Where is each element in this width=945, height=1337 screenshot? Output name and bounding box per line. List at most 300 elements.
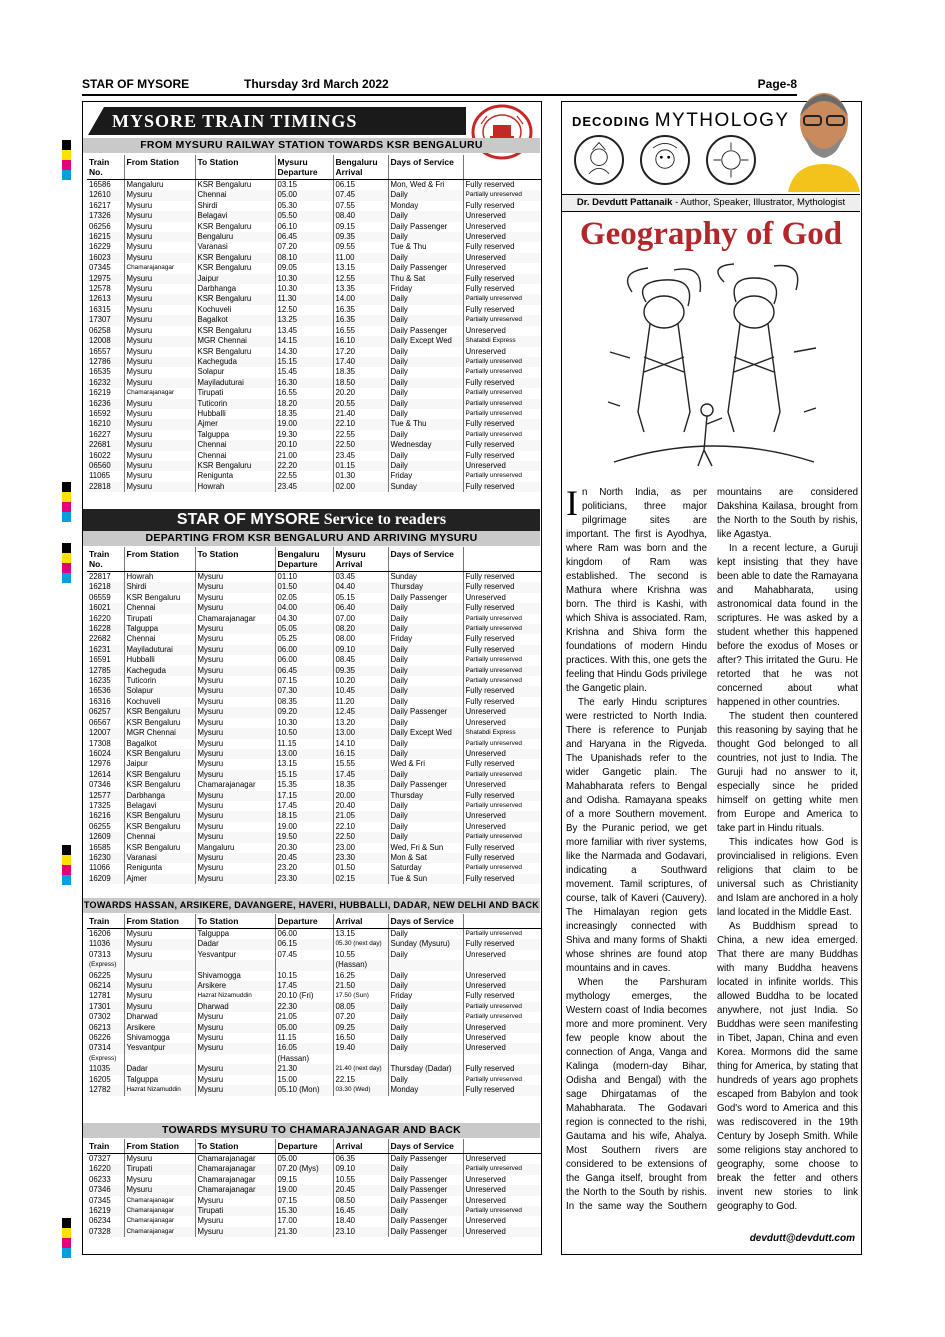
table-cell: 06.35 (333, 1154, 388, 1165)
table-cell: Tuticorin (124, 676, 195, 686)
table-cell (388, 960, 463, 970)
table-cell: 15.35 (275, 780, 333, 790)
table-cell: 16220 (87, 1164, 124, 1174)
table-cell: Daily (388, 971, 463, 981)
table-cell: 19.40 (333, 1043, 388, 1053)
table-cell: Hazrat Nizamuddin (195, 991, 275, 1001)
table-row (87, 739, 541, 749)
table-cell: 23.20 (275, 863, 333, 873)
table-cell: 14.30 (275, 347, 333, 357)
table-cell: 07.15 (275, 1196, 333, 1206)
table-cell: Daily (388, 1075, 463, 1085)
table-cell: Mon & Sat (388, 853, 463, 863)
table-cell: Mysuru (195, 603, 275, 613)
table-cell: Fully reserved (465, 696, 515, 706)
table-cell: 16024 (87, 749, 124, 759)
table-cell: Fully reserved (463, 1064, 541, 1074)
table-cell: Shirdi (195, 201, 275, 211)
table-row (87, 1196, 541, 1206)
table-cell: 16217 (87, 201, 124, 211)
table-cell: 11.00 (333, 253, 388, 263)
table-cell: 13.00 (275, 749, 333, 759)
table-cell: Mysuru (195, 686, 275, 696)
column-header: To Station (195, 155, 275, 180)
table-cell: Mysuru (124, 981, 195, 991)
table-row (87, 770, 541, 780)
table-cell: Chamarajanagar (124, 1196, 195, 1206)
table-cell: Mysuru (124, 399, 195, 409)
table-cell: Fully reserved (463, 419, 541, 429)
table-cell: 06255 (87, 822, 124, 832)
table-cell: Daily (388, 697, 463, 707)
table-cell: 06.10 (275, 222, 333, 232)
table-cell: (Hassan) (333, 960, 388, 970)
table-cell: Mysuru (195, 655, 275, 665)
table-cell: Daily Passenger (388, 1185, 463, 1195)
table-cell: 16535 (87, 367, 124, 377)
table-row (87, 697, 541, 707)
table-cell: 12007 (87, 728, 124, 738)
table-cell: Mysuru (195, 1043, 275, 1053)
table-cell: 10.30 (275, 284, 333, 294)
masthead (82, 76, 797, 92)
table-cell: 23.45 (333, 451, 388, 461)
column-header: Train No. (87, 547, 124, 572)
table-cell: 01.15 (333, 461, 388, 471)
table-cell: 09.05 (275, 263, 333, 273)
table-cell: Fully reserved (463, 440, 541, 450)
table-row (87, 378, 541, 388)
table-row (87, 950, 541, 960)
table-cell: Unreserved (465, 221, 506, 231)
table-cell: 17325 (87, 801, 124, 811)
table-cell: 22.15 (333, 1075, 388, 1085)
table-cell: 22.20 (275, 461, 333, 471)
table-cell: 23.45 (275, 482, 333, 492)
table-cell: 16585 (87, 843, 124, 853)
table-cell: Mysuru (124, 971, 195, 981)
table-cell: Unreserved (465, 717, 506, 727)
table-cell: 18.35 (333, 367, 388, 377)
table-cell: Ajmer (124, 874, 195, 884)
table-cell: 07.20 (Mys) (275, 1164, 333, 1174)
table-row (87, 315, 541, 325)
table-cell: Daily (388, 294, 463, 304)
table-cell: 12577 (87, 791, 124, 801)
table-row (87, 1002, 541, 1012)
table-cell (195, 1054, 275, 1064)
column-header: Mysuru Departure (275, 155, 333, 180)
table-cell: KSR Bengaluru (195, 222, 275, 232)
table-cell: 11066 (87, 863, 124, 873)
table-row (87, 1185, 541, 1195)
table-cell: 17.50 (Sun) (333, 991, 388, 1001)
table-cell: Mysuru (195, 697, 275, 707)
table-row (87, 326, 541, 336)
table-cell: 17301 (87, 1002, 124, 1012)
table-row (87, 971, 541, 981)
table-cell: 12.50 (275, 305, 333, 315)
table-cell: KSR Bengaluru (195, 347, 275, 357)
table-cell: KSR Bengaluru (195, 326, 275, 336)
table-cell: Daily (388, 388, 463, 398)
table-cell: Dadar (195, 939, 275, 949)
table-cell: Mysuru (124, 482, 195, 492)
table-cell: 05.50 (275, 211, 333, 221)
table-cell: 09.15 (275, 1175, 333, 1185)
table-cell: 21.50 (333, 981, 388, 991)
table-cell: Partially unreserved (463, 357, 541, 367)
table-cell: Daily (388, 645, 463, 655)
table-cell: 06213 (87, 1023, 124, 1033)
table-cell: 08.20 (333, 624, 388, 634)
table-cell: Chennai (124, 603, 195, 613)
table-cell: Fully reserved (463, 378, 541, 388)
table-cell: 21.05 (275, 1012, 333, 1022)
table-cell: 13.35 (333, 284, 388, 294)
table-cell: 08.40 (333, 211, 388, 221)
table-cell: 19.00 (275, 1185, 333, 1195)
table-cell: 13.25 (275, 315, 333, 325)
table-row (87, 811, 541, 821)
table-cell: Unreserved (463, 707, 541, 717)
table-cell: 16023 (87, 253, 124, 263)
table-cell: 20.40 (333, 801, 388, 811)
table-cell: 18.35 (275, 409, 333, 419)
table-row (87, 1054, 541, 1064)
table-cell: Mysuru (124, 471, 195, 481)
table-cell: 17326 (87, 211, 124, 221)
table-cell: Mysuru (124, 367, 195, 377)
table-row (87, 939, 541, 949)
issue-date: Thursday 3rd March 2022 (244, 77, 389, 91)
table-row (87, 367, 541, 377)
table-row (87, 232, 541, 242)
table-cell: 16.55 (333, 326, 388, 336)
table-cell: Mysuru (195, 1216, 275, 1226)
table-cell: 07.30 (275, 686, 333, 696)
table-cell: Varanasi (124, 853, 195, 863)
table-cell: Sunday (388, 482, 463, 492)
table-row (87, 471, 541, 481)
kicker-text: DECODING (572, 114, 651, 129)
masthead-rule (82, 94, 797, 96)
table-cell: 11065 (87, 471, 124, 481)
table-row (87, 1206, 541, 1216)
column-header: Mysuru Arrival (333, 547, 388, 572)
table-cell: 08.45 (333, 655, 388, 665)
series-name: MYTHOLOGY (654, 110, 790, 131)
table-cell: 16586 (87, 180, 124, 191)
column-header: From Station (124, 547, 195, 572)
author-email: devdutt@devdutt.com (749, 1233, 855, 1244)
service-band (83, 509, 540, 531)
table-cell: 21.00 (275, 451, 333, 461)
table-chamarajanagar (87, 1139, 541, 1237)
table-cell: Partially unreserved (463, 624, 541, 634)
column-header (463, 1139, 541, 1154)
table-cell: 16.10 (333, 336, 388, 346)
column-header: To Station (195, 914, 275, 929)
table-cell: 16210 (87, 419, 124, 429)
table-cell: Chennai (195, 440, 275, 450)
table-cell: 16218 (87, 582, 124, 592)
table-cell: 11.15 (275, 739, 333, 749)
table-cell: Dadar (124, 1064, 195, 1074)
table-cell: Mysuru (195, 801, 275, 811)
table-cell: Partially unreserved (465, 864, 522, 872)
table-cell: Mysuru (124, 347, 195, 357)
table-cell: Unreserved (465, 949, 506, 959)
table-cell: 04.30 (275, 614, 333, 624)
table-cell: 11.20 (333, 697, 388, 707)
table-cell: Fully reserved (463, 645, 541, 655)
table-cell: Mysuru (195, 770, 275, 780)
table-cell: Mysuru (124, 284, 195, 294)
table-cell: Fully reserved (463, 1085, 541, 1095)
table-cell: Mysuru (195, 1196, 275, 1206)
table-row (87, 822, 541, 832)
table-cell: 16.30 (275, 378, 333, 388)
column-header (463, 547, 541, 572)
table-cell: Fully reserved (463, 603, 541, 613)
table-cell: Unreserved (463, 981, 541, 991)
table-cell: 22.10 (333, 822, 388, 832)
table-cell: 09.15 (333, 222, 388, 232)
table-cell: 16229 (87, 242, 124, 252)
table-cell: 17.45 (275, 981, 333, 991)
table-cell: Shivamogga (195, 971, 275, 981)
table-cell: Mysuru (124, 201, 195, 211)
article-paragraph: When the Parshuram mythology emerges, the Western coast of India becomes more and more prominent. Very few people know about the connection of Anga, Vanga and Kalinga (modern-day Bihar, Odisha and Bengal) with the sage Dhirgatamas of the Mahabharata. The Godavari region is connected to the rishi, Gautama and his wife, Ahalya. Most Southern rivers are considered to be extensions of the Ganga itself, brought from the North to the South by rishis. In the same way the Southern mountains are considered Dakshina Kailasa, brought from the North to the South by rishis, like Agastya. (566, 487, 858, 1212)
table-cell: 16557 (87, 347, 124, 357)
table-cell: Unreserved (465, 821, 506, 831)
table-row (87, 853, 541, 863)
table-cell: Unreserved (465, 263, 506, 273)
table-cell: Daily (388, 749, 463, 759)
table-cell: Mysuru (195, 707, 275, 717)
table-row (87, 603, 541, 613)
table-cell: Daily (388, 378, 463, 388)
table-cell: Mysuru (195, 874, 275, 884)
table-cell: Renigunta (124, 863, 195, 873)
table-cell: Fully reserved (465, 842, 515, 852)
table-cell: 16315 (87, 305, 124, 315)
table-cell: Partially unreserved (463, 770, 541, 780)
column-header (463, 914, 541, 929)
table-cell: 06.15 (275, 939, 333, 949)
table-cell: Mysuru (195, 718, 275, 728)
table-row (87, 801, 541, 811)
table-cell: Daily (388, 1023, 463, 1033)
table-cell: Chamarajanagar (124, 263, 195, 273)
table-cell: 12976 (87, 759, 124, 769)
table-cell: 10.45 (333, 686, 388, 696)
section-heading-mysuru-to-bengaluru: FROM MYSURU RAILWAY STATION TOWARDS KSR BENGALURU (83, 138, 540, 153)
table-row (87, 399, 541, 409)
table-cell: Daily (388, 347, 463, 357)
table-cell: Chamarajanagar (195, 614, 275, 624)
table-cell: 12610 (87, 190, 124, 200)
table-cell (195, 960, 275, 970)
table-bengaluru-to-mysuru (87, 547, 541, 884)
table-cell: Daily Passenger (388, 1227, 463, 1237)
table-row (87, 791, 541, 801)
table-cell: Thu & Sat (388, 274, 463, 284)
column-header: Days of Service (388, 914, 463, 929)
table-cell: KSR Bengaluru (195, 253, 275, 263)
table-cell: Fully reserved (465, 634, 515, 644)
deity-medallion-icon (574, 135, 624, 185)
table-cell: Shatabdi Express (463, 336, 541, 346)
page-number: Page-8 (757, 77, 797, 91)
table-cell: Daily Except Wed (388, 728, 463, 738)
table-cell: Tue & Thu (388, 419, 463, 429)
table-cell: 06.15 (333, 180, 388, 191)
table-cell: 08.35 (275, 697, 333, 707)
table-cell: 22.50 (333, 832, 388, 842)
table-cell: Shirdi (124, 582, 195, 592)
column-header: Bengaluru Departure (275, 547, 333, 572)
table-cell: 06.45 (275, 666, 333, 676)
table-cell: Solapur (124, 686, 195, 696)
table-cell: 22.55 (275, 471, 333, 481)
table-cell: Mysuru (195, 1012, 275, 1022)
table-cell: Mangaluru (195, 843, 275, 853)
table-row (87, 749, 541, 759)
table-cell: Mysuru (124, 326, 195, 336)
table-cell: Chennai (195, 190, 275, 200)
table-cell: 05.05 (275, 624, 333, 634)
table-cell: 06.00 (275, 655, 333, 665)
table-cell: 06257 (87, 707, 124, 717)
table-cell: 03.30 (Wed) (333, 1085, 388, 1095)
table-cell: Unreserved (465, 1033, 506, 1043)
table-cell: Mysuru (124, 253, 195, 263)
table-cell: 22818 (87, 482, 124, 492)
table-cell: Yesvantpur (195, 950, 275, 960)
table-cell: 11.15 (275, 1033, 333, 1043)
table-cell: Sunday (Mysuru) (388, 939, 463, 949)
table-cell: Friday (388, 284, 463, 294)
table-cell: 05.00 (275, 190, 333, 200)
table-cell: 03.15 (275, 180, 333, 191)
table-cell: Daily (388, 211, 463, 221)
table-cell: Fully reserved (465, 284, 515, 294)
article-headline: Geography of God (579, 216, 843, 252)
table-cell: Mysuru (195, 676, 275, 686)
table-row (87, 1085, 541, 1095)
table-cell: 07346 (87, 780, 124, 790)
table-cell: 07.20 (275, 242, 333, 252)
table-cell: Mysuru (195, 666, 275, 676)
table-cell: 05.25 (275, 634, 333, 644)
table-cell: Mysuru (195, 1064, 275, 1074)
table-cell: 17.00 (275, 1216, 333, 1226)
table-cell (463, 960, 541, 970)
table-row (87, 419, 541, 429)
table-cell: 04.00 (275, 603, 333, 613)
table-cell: 17308 (87, 739, 124, 749)
table-cell: 16022 (87, 451, 124, 461)
table-cell: Monday (388, 201, 463, 211)
table-cell: 10.20 (333, 676, 388, 686)
table-cell: Howrah (195, 482, 275, 492)
table-cell: Thursday (388, 791, 463, 801)
table-cell: Chamarajanagar (195, 1154, 275, 1165)
registration-marks (62, 482, 71, 522)
table-cell: Partially unreserved (463, 294, 541, 304)
mythology-column (561, 101, 862, 1255)
table-cell: Daily Passenger (388, 780, 463, 790)
column-header: Days of Service (388, 547, 463, 572)
table-cell: 14.15 (275, 336, 333, 346)
table-cell: Daily (388, 739, 463, 749)
table-cell: 01.50 (275, 582, 333, 592)
table-cell: 06226 (87, 1033, 124, 1043)
section-heading-chamarajanagar: TOWARDS MYSURU TO CHAMARAJANAGAR AND BACK (83, 1123, 540, 1138)
table-cell: Fully reserved (463, 791, 541, 801)
table-row (87, 676, 541, 686)
table-row (87, 440, 541, 450)
table-cell: 17.20 (333, 347, 388, 357)
table-cell: Daily (388, 399, 463, 409)
table-cell: Daily (388, 315, 463, 325)
article-paragraph: This indicates how God is provincialised in religions. Even religions that claim to be universal such as Christianity and Islam are anchored in a holy land located in the Middle East. (717, 837, 858, 918)
table-cell: Mysuru (195, 811, 275, 821)
table-cell: Daily (388, 686, 463, 696)
table-cell: 06.00 (275, 645, 333, 655)
table-cell: Mysuru (124, 409, 195, 419)
table-cell: Dharwad (195, 1002, 275, 1012)
table-cell: 06258 (87, 326, 124, 336)
table-cell: 20.30 (275, 843, 333, 853)
table-cell: 15.45 (275, 367, 333, 377)
table-cell: 16219 (87, 1206, 124, 1216)
table-cell: Daily (388, 253, 463, 263)
table-cell: 12.55 (333, 274, 388, 284)
table-cell: Bagalkot (195, 315, 275, 325)
table-cell: 10.30 (275, 718, 333, 728)
table-cell: Mysuru (124, 950, 195, 960)
table-cell: 04.40 (333, 582, 388, 592)
table-cell: Daily Passenger (388, 1216, 463, 1226)
table-cell: Talguppa (124, 624, 195, 634)
table-cell: 17.45 (275, 801, 333, 811)
table-cell: KSR Bengaluru (124, 770, 195, 780)
table-cell: Chennai (195, 451, 275, 461)
table-cell: Unreserved (465, 1174, 506, 1184)
table-cell: 20.00 (333, 791, 388, 801)
table-cell: Daily (388, 461, 463, 471)
table-cell: Daily (388, 409, 463, 419)
table-cell: 16209 (87, 874, 124, 884)
table-cell: 07.20 (333, 1012, 388, 1022)
table-cell: Bagalkot (124, 739, 195, 749)
table-cell: Mysuru (195, 728, 275, 738)
table-cell: 05.00 (275, 1023, 333, 1033)
table-row (87, 294, 541, 304)
table-cell: Hazrat Nizamuddin (124, 1085, 195, 1095)
table-cell: Daily (388, 603, 463, 613)
table-cell: Fully reserved (465, 304, 515, 314)
table-cell: KSR Bengaluru (124, 749, 195, 759)
deity-medallion-icon (706, 135, 756, 185)
table-cell: 08.00 (333, 634, 388, 644)
table-cell: 19.50 (275, 832, 333, 842)
table-cell: 16230 (87, 853, 124, 863)
table-cell: 16.45 (333, 1206, 388, 1216)
